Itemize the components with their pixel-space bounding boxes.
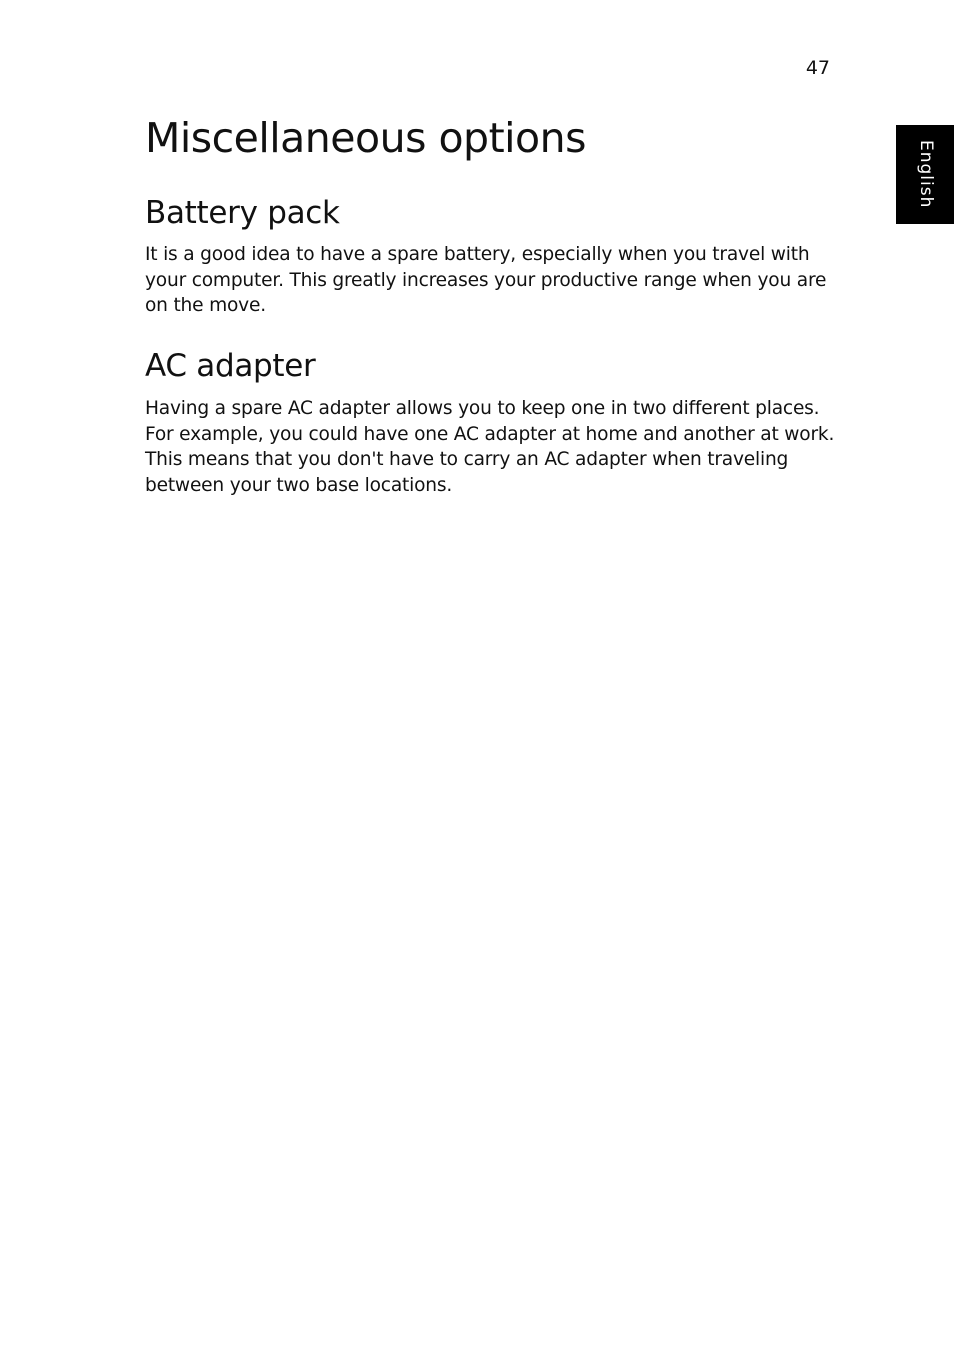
section-heading-ac-adapter: AC adapter <box>145 348 316 384</box>
page-number: 47 <box>805 57 830 79</box>
language-tab <box>896 125 954 224</box>
section-body-battery-pack: It is a good idea to have a spare battery, especially when you travel with your computer. This greatly increases your productive range when you are on the move. <box>145 244 827 317</box>
page-title: Miscellaneous options <box>145 114 586 162</box>
section-body-ac-adapter: Having a spare AC adapter allows you to keep one in two different places. For example, you could have one AC adapter at home and another at work. This means that you don't have to carry an AC adapter when traveling between your two base locations. <box>145 398 835 496</box>
language-tab-label: English <box>916 140 936 209</box>
section-heading-battery-pack: Battery pack <box>145 195 340 231</box>
